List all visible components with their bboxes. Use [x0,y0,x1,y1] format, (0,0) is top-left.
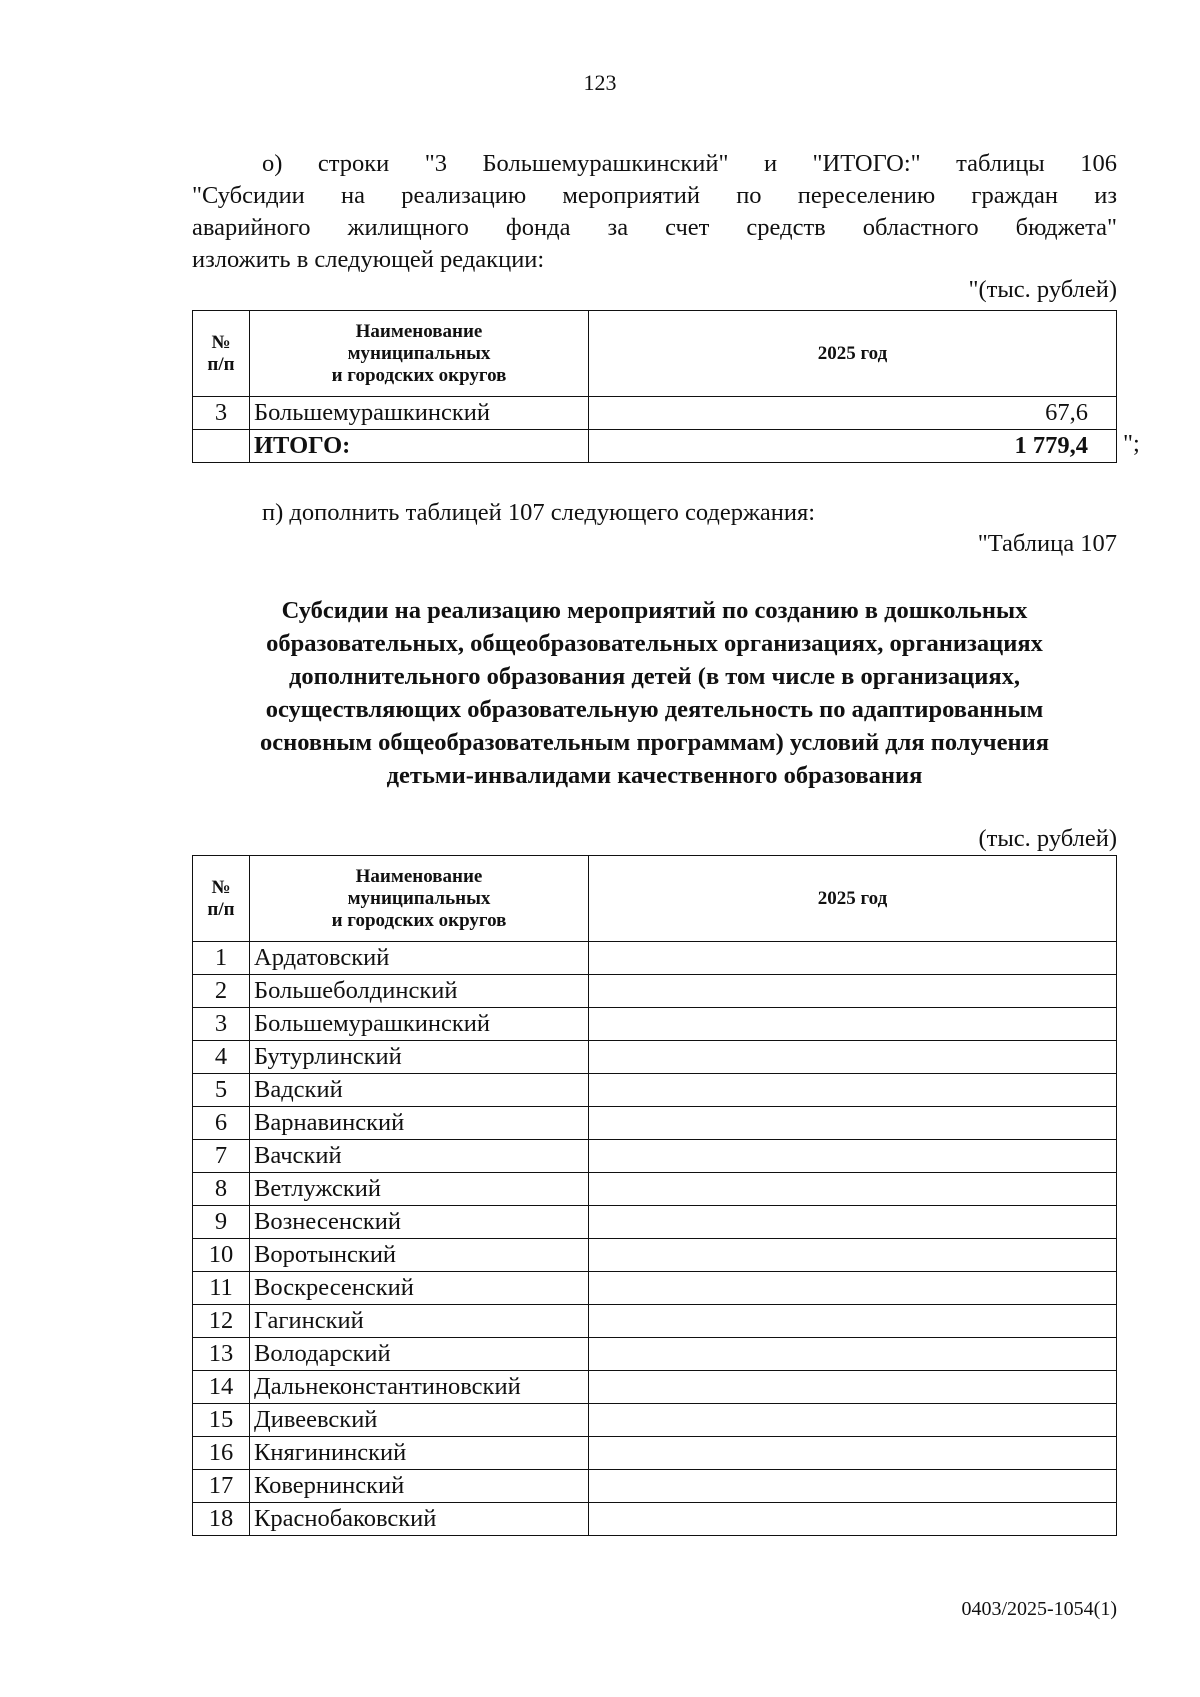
table-row [193,1107,1117,1140]
row-value [589,1107,1117,1140]
row-num: 16 [193,1437,250,1470]
row-name: Большемурашкинский [250,1008,589,1041]
row-num: 11 [193,1272,250,1305]
row-name: Большемурашкинский [250,397,589,430]
row-value [589,1437,1117,1470]
total-value: 1 779,4 [589,430,1117,463]
row-value [589,1305,1117,1338]
section-o-unit: "(тыс. рублей) [968,276,1117,303]
table-row [193,1008,1117,1041]
table-row [193,1404,1117,1437]
row-value [589,1173,1117,1206]
header-year: 2025 год [589,856,1117,942]
table-row [193,1272,1117,1305]
row-value [589,1041,1117,1074]
row-name: Бутурлинский [250,1041,589,1074]
table-row [193,1074,1117,1107]
section-o-paragraph [192,148,1117,276]
row-num: 18 [193,1503,250,1536]
row-value [589,942,1117,975]
row-num: 2 [193,975,250,1008]
table-row [193,942,1117,975]
row-value [589,1074,1117,1107]
section-o-line-2: "Субсидии на реализацию мероприятий по переселению граждан из [192,182,1117,209]
table-row [193,975,1117,1008]
row-name: Ветлужский [250,1173,589,1206]
table-106-excerpt [192,310,1117,463]
row-name: Дивеевский [250,1404,589,1437]
row-value [589,1470,1117,1503]
row-name: Варнавинский [250,1107,589,1140]
table-row [193,1503,1117,1536]
row-num: 17 [193,1470,250,1503]
row-num: 5 [193,1074,250,1107]
header-name: Наименование муниципальных и городских округов [250,856,589,942]
header-year: 2025 год [589,311,1117,397]
table-row [193,1173,1117,1206]
row-num: 12 [193,1305,250,1338]
table-total-row [193,430,1117,463]
row-name: Вачский [250,1140,589,1173]
table-107-title: Субсидии на реализацию мероприятий по созданию в дошкольных образовательных, общеобразовательных организациях, организациях дополнительного образования детей (в том числе в организациях, осуществляющих образовательную деятельность по адаптированным основным общеобразовательным программам) условий для получения детьми-инвалидами качественного образования [260,597,1049,789]
page-number: 123 [583,70,617,95]
header-num: № п/п [193,856,250,942]
row-value [589,1008,1117,1041]
row-name: Володарский [250,1338,589,1371]
header-name: Наименование муниципальных и городских округов [250,311,589,397]
row-value [589,1371,1117,1404]
row-name: Большеболдинский [250,975,589,1008]
section-p-intro: п) дополнить таблицей 107 следующего содержания: [262,499,816,526]
row-name: Вадский [250,1074,589,1107]
table-row [193,1140,1117,1173]
table-row [193,1239,1117,1272]
row-name: Ковернинский [250,1470,589,1503]
row-value [589,1503,1117,1536]
table-row [193,1338,1117,1371]
total-label: ИТОГО: [250,430,589,463]
row-num: 14 [193,1371,250,1404]
row-value [589,1140,1117,1173]
table-row [193,1206,1117,1239]
table-107-body [193,942,1117,1536]
footer-doc-code: 0403/2025-1054(1) [961,1598,1117,1620]
row-num: 7 [193,1140,250,1173]
row-name: Вознесенский [250,1206,589,1239]
table-row [193,397,1117,430]
table-row [193,1371,1117,1404]
row-value [589,1239,1117,1272]
section-p-unit: (тыс. рублей) [978,825,1117,852]
row-value [589,1206,1117,1239]
table-header-row [193,311,1117,397]
row-name: Ардатовский [250,942,589,975]
row-num: 3 [193,1008,250,1041]
row-num: 4 [193,1041,250,1074]
row-num: 6 [193,1107,250,1140]
section-o-line-1: о) строки "3 Большемурашкинский" и "ИТОГО:" таблицы 106 [262,150,1117,177]
row-num: 3 [193,397,250,430]
row-num: 15 [193,1404,250,1437]
row-num: 9 [193,1206,250,1239]
table-row [193,1470,1117,1503]
row-value [589,975,1117,1008]
row-value: 67,6 [589,397,1117,430]
table-107-label: "Таблица 107 [977,530,1117,557]
row-value [589,1272,1117,1305]
section-o-line-3: аварийного жилищного фонда за счет средств областного бюджета" [192,214,1117,241]
row-value [589,1404,1117,1437]
row-name: Княгининский [250,1437,589,1470]
table-row [193,1437,1117,1470]
table-row [193,1041,1117,1074]
row-name: Гагинский [250,1305,589,1338]
row-num: 1 [193,942,250,975]
table-closing-quote: "; [1123,430,1140,457]
section-o-line-4: изложить в следующей редакции: [192,246,545,273]
header-num: № п/п [193,311,250,397]
row-name: Воротынский [250,1239,589,1272]
row-name: Воскресенский [250,1272,589,1305]
row-num: 13 [193,1338,250,1371]
row-num: 8 [193,1173,250,1206]
table-header-row [193,856,1117,942]
row-name: Дальнеконстантиновский [250,1371,589,1404]
row-num: 10 [193,1239,250,1272]
row-name: Краснобаковский [250,1503,589,1536]
table-107 [192,855,1117,1536]
table-row [193,1305,1117,1338]
row-value [589,1338,1117,1371]
